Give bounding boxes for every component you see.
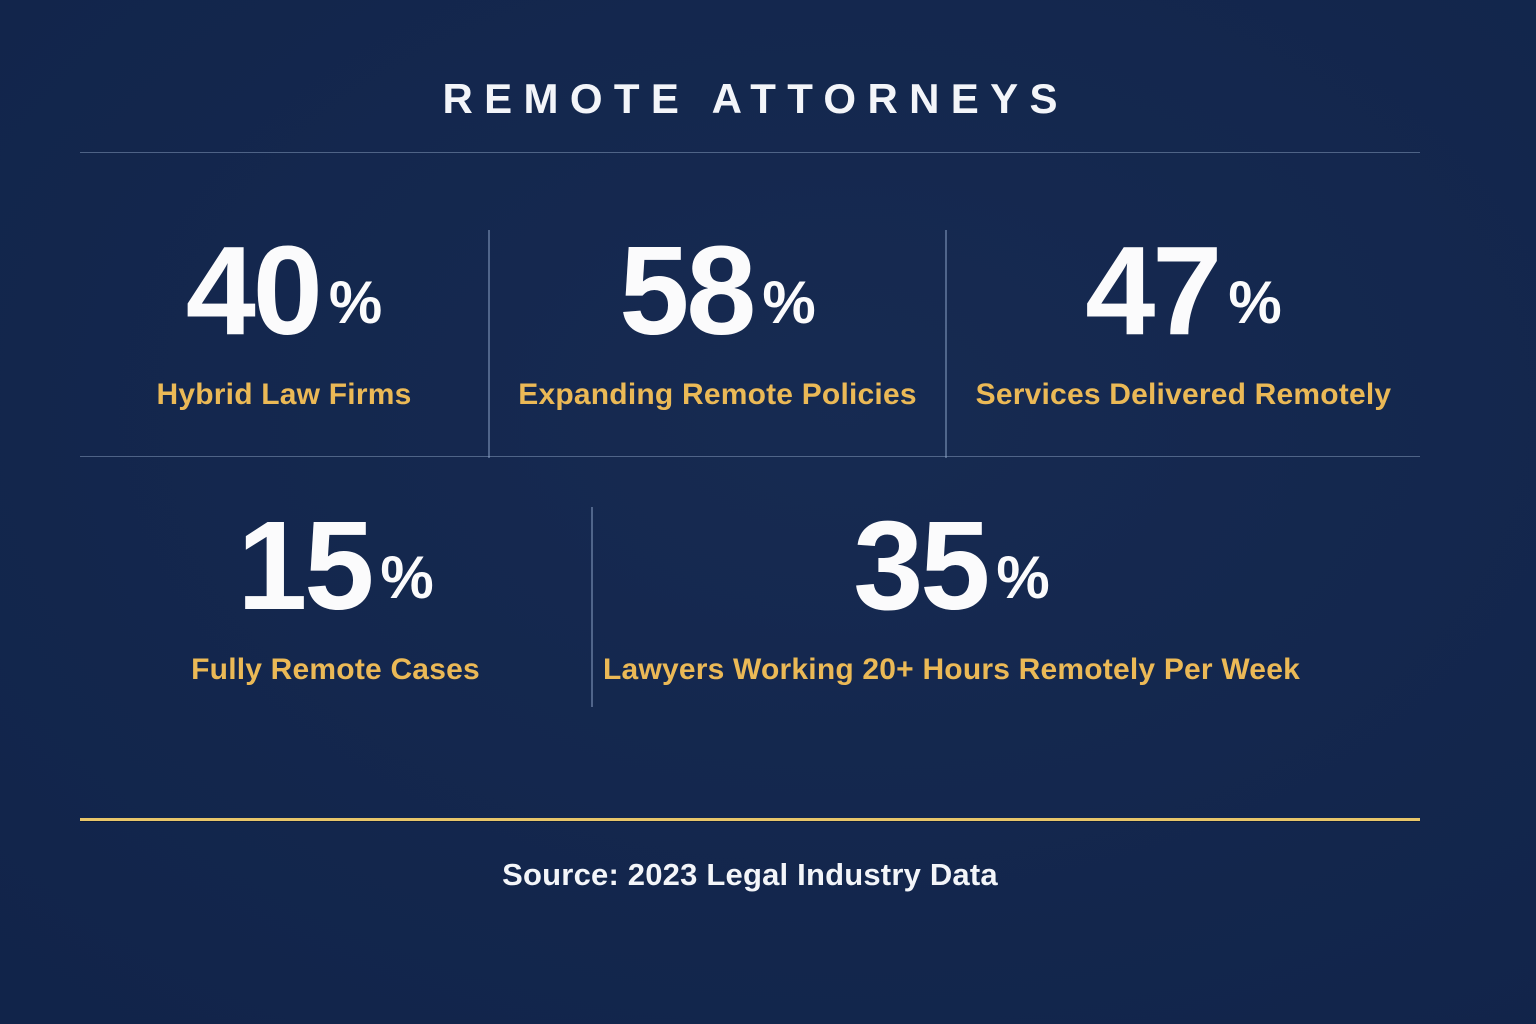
percent-sign: % <box>762 269 816 336</box>
stat-value <box>237 495 434 636</box>
stat-label: Lawyers Working 20+ Hours Remotely Per Week <box>603 653 1300 686</box>
stat-fully-remote-cases <box>80 495 591 686</box>
stat-hybrid-law-firms <box>80 220 488 411</box>
stats-row-bottom <box>80 495 1420 707</box>
stat-lawyers-working-remotely <box>593 495 1420 686</box>
stat-value <box>619 220 816 361</box>
stat-number: 35 <box>853 495 988 636</box>
stat-label: Fully Remote Cases <box>191 653 480 686</box>
percent-sign: % <box>380 544 434 611</box>
stat-value <box>853 495 1050 636</box>
row-divider <box>80 456 1420 457</box>
stat-number: 40 <box>185 220 320 361</box>
source-caption: Source: 2023 Legal Industry Data <box>502 857 998 892</box>
stat-label: Hybrid Law Firms <box>156 378 412 411</box>
stat-number: 15 <box>237 495 372 636</box>
percent-sign: % <box>328 269 383 336</box>
footer-gold-rule <box>80 818 1420 821</box>
stat-number: 58 <box>619 220 754 361</box>
stat-expanding-remote-policies <box>490 220 945 411</box>
stat-value <box>1085 220 1282 361</box>
stat-label: Services Delivered Remotely <box>975 378 1392 411</box>
percent-sign: % <box>1228 269 1282 336</box>
percent-sign: % <box>996 544 1050 611</box>
header-divider <box>80 152 1420 153</box>
stat-label: Expanding Remote Policies <box>518 378 917 411</box>
stat-value <box>185 220 383 361</box>
stat-services-delivered-remotely <box>947 220 1420 411</box>
stats-row-top <box>80 220 1420 458</box>
stat-number: 47 <box>1085 220 1220 361</box>
page-title: REMOTE ATTORNEYS <box>442 75 1069 122</box>
